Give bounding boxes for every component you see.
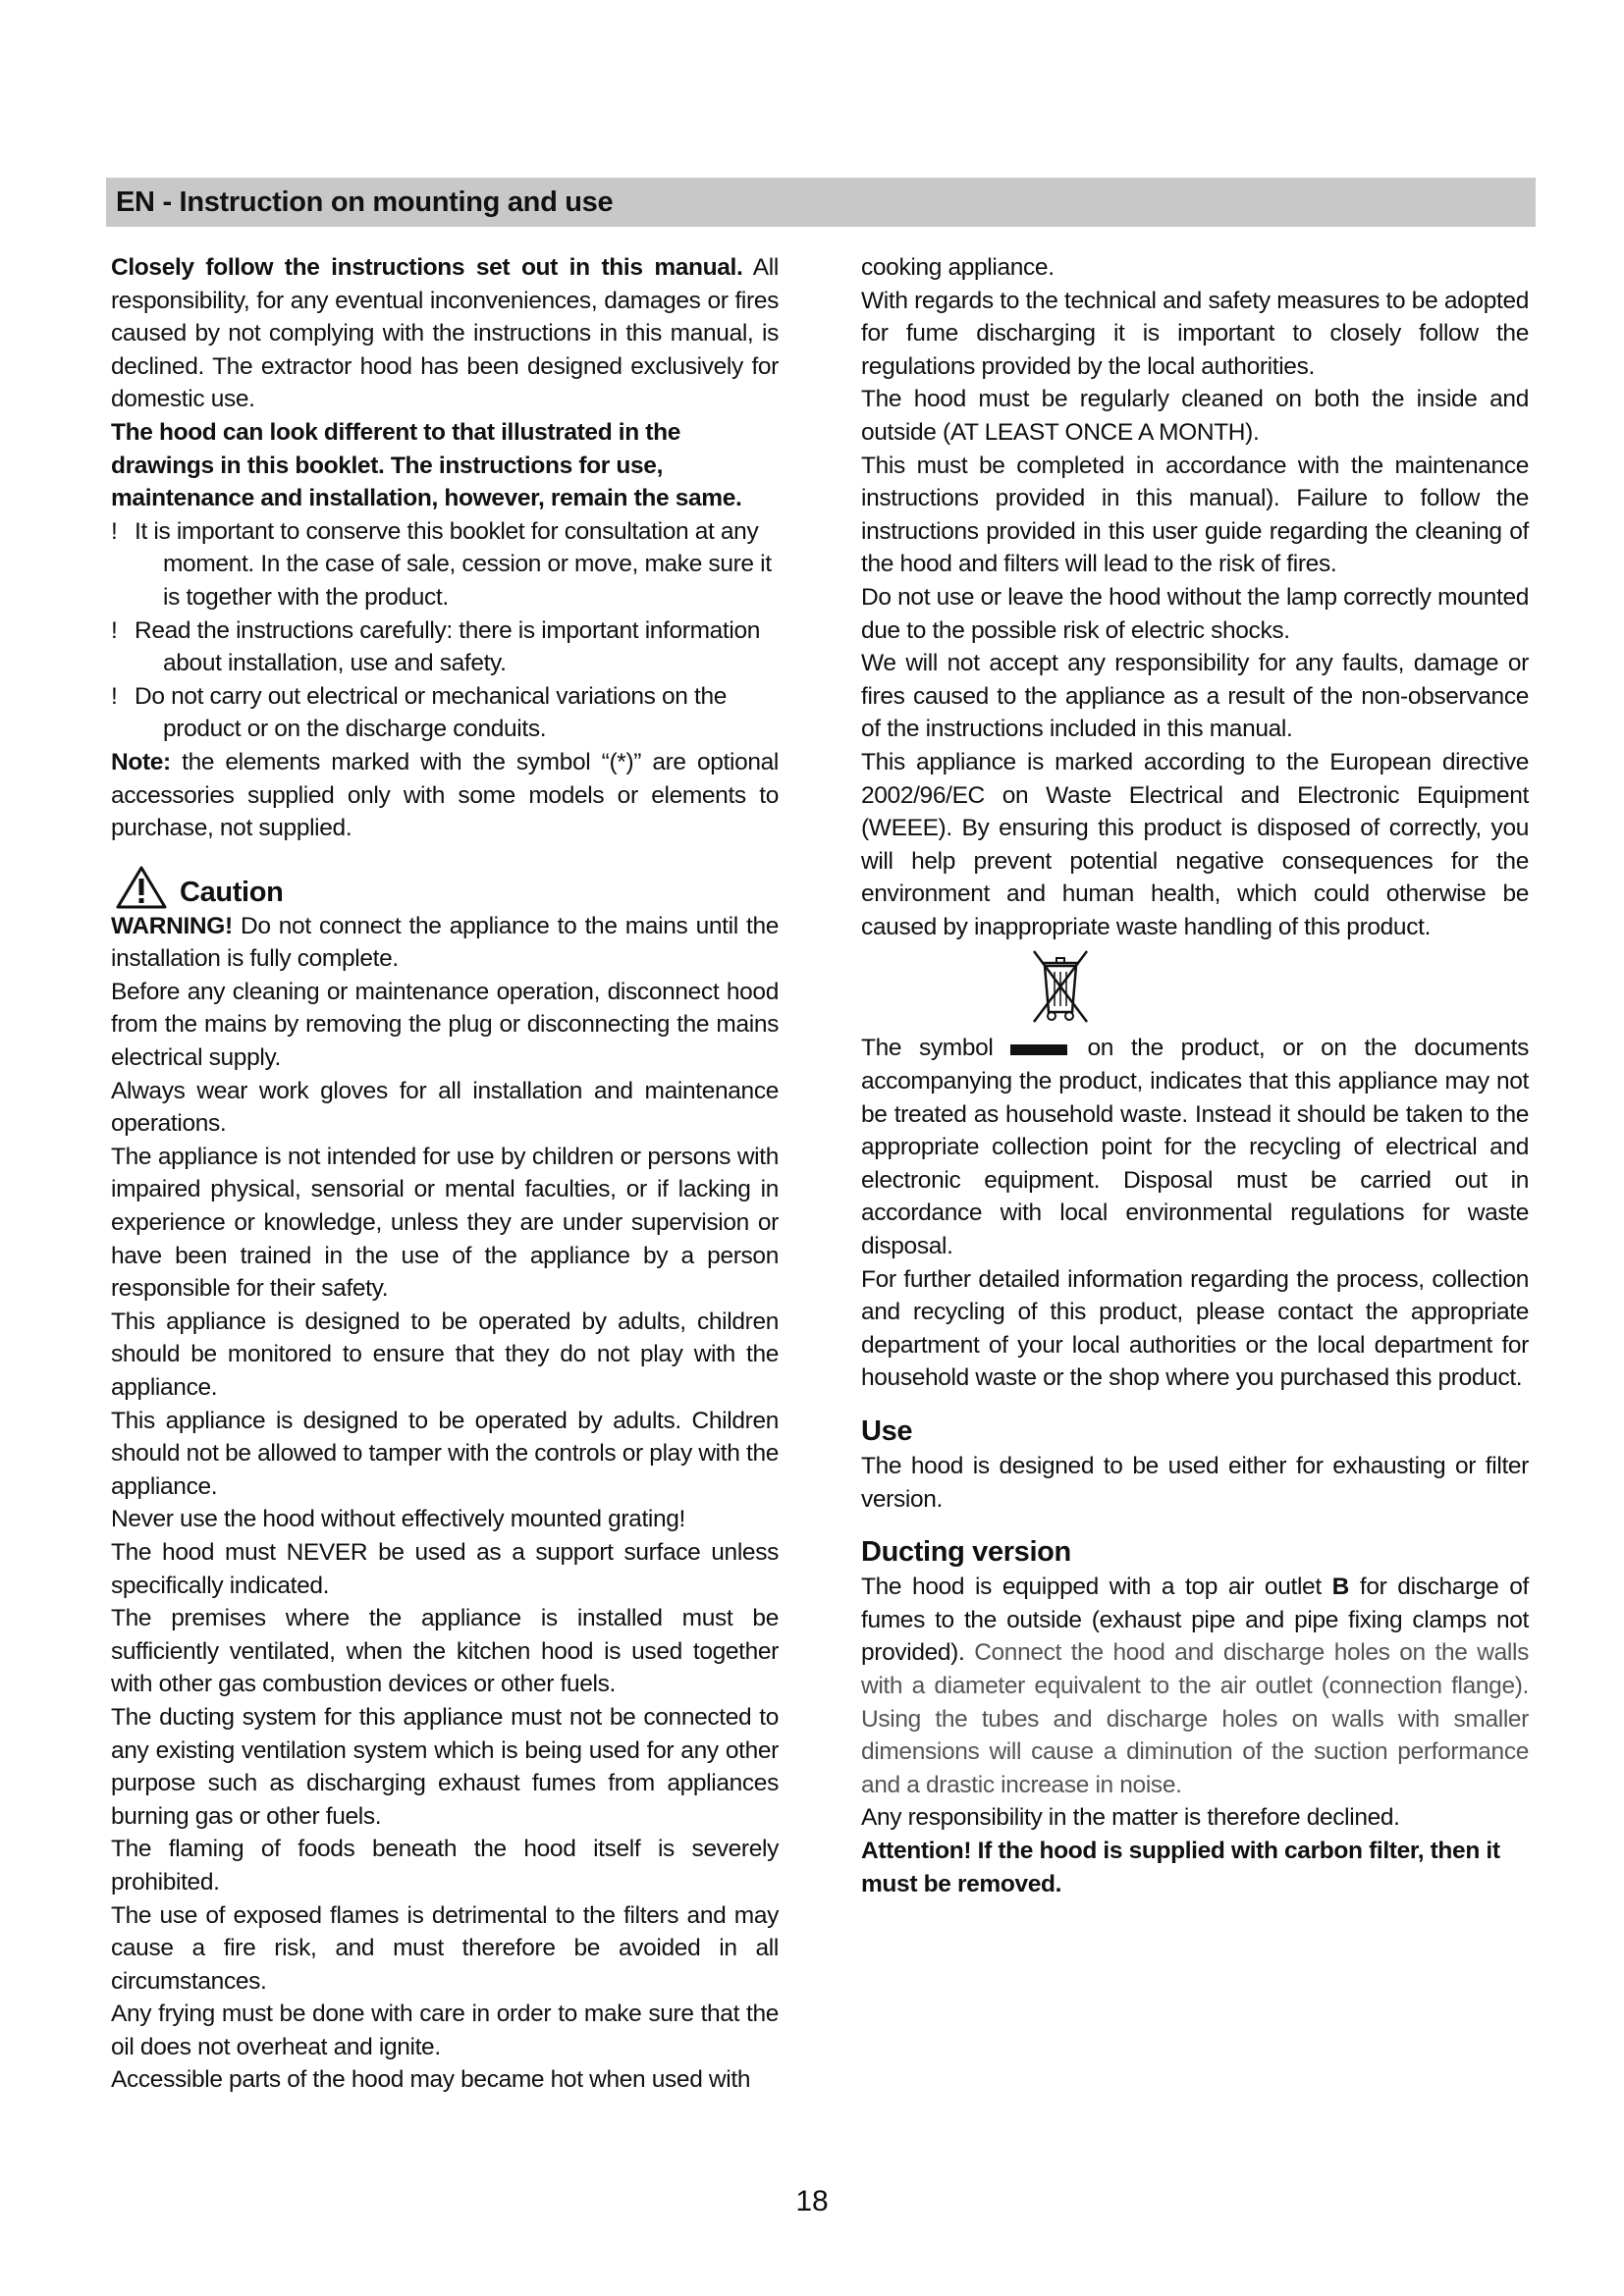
ducting-heading: Ducting version: [861, 1536, 1071, 1569]
outlet-label: B: [1331, 1574, 1349, 1601]
symbol-explanation: on the product, or on the documents accompanying the product, indicates that this appliance may not be treated as household waste. Instead it should be taken to the appropriate collection point for the recycling of electrical and electronic equipment. Disposal must be carried out in accordance with local environmental regulations for waste disposal.: [861, 1035, 1529, 1260]
ducting-grey-text: Connect the hood and discharge holes on the walls with a diameter equivalent to the air outlet (connection flange). Using the tubes and discharge holes on walls with smaller dimensions will cause a diminution of the suction performance and a drastic increase in noise.: [861, 1639, 1529, 1798]
body-paragraph: The hood must be regularly cleaned on both the inside and outside (AT LEAST ONCE A MONTH).: [861, 386, 1529, 446]
safety-paragraph: The premises where the appliance is installed must be sufficiently ventilated, when the kitchen hood is used together with other gas combustion devices or other fuels.: [111, 1605, 779, 1698]
caution-title: Caution: [180, 877, 284, 909]
section-header-bar: [106, 178, 1536, 227]
attention-notice: Attention! If the hood is supplied with carbon filter, then it must be removed.: [861, 1837, 1500, 1897]
warning-paragraph: [111, 910, 779, 976]
weee-paragraph: This appliance is marked according to the European directive 2002/96/EC on Waste Electrical and Electronic Equipment (WEEE). By ensuring this product is disposed of correctly, you will help prevent potential negative consequences for the environment and human health, which could otherwise be caused by inappropriate waste handling of this product.: [861, 748, 1529, 940]
body-paragraph: Do not use or leave the hood without the lamp correctly mounted due to the possible risk of electric shocks.: [861, 583, 1529, 644]
safety-paragraph: The appliance is not intended for use by children or persons with impaired physical, sensorial or mental faculties, or if lacking in experience or knowledge, unless they are under supervision or have been trained in the use of the appliance by a person responsible for their safety.: [111, 1143, 779, 1303]
weee-bar-icon: [1010, 1044, 1067, 1055]
safety-paragraph: Accessible parts of the hood may became hot when used with: [111, 2066, 751, 2094]
safety-paragraph: Before any cleaning or maintenance operation, disconnect hood from the mains by removing the plug or disconnecting the mains electrical supply.: [111, 978, 779, 1072]
bullet-item: ! Do not carry out electrical or mechanical variations on the product or on the discharge conduits.: [111, 680, 779, 746]
exclamation-mark: !: [111, 517, 118, 545]
bullet-item: ! Read the instructions carefully: there is important information about installation, use and safety.: [111, 614, 779, 680]
caution-heading: [111, 859, 779, 910]
further-info-paragraph: For further detailed information regarding the process, collection and recycling of this product, please contact the appropriate department of your local authorities or the local department for household waste or the shop where you purchased this product.: [861, 1265, 1529, 1392]
safety-paragraph: Any frying must be done with care in order to make sure that the oil does not overheat and ignite.: [111, 2001, 779, 2060]
ducting-paragraph: The hood is equipped with a top air outlet B for discharge of fumes to the outside (exhaust pipe and pipe fixing clamps not provided). Connect the hood and discharge holes on the walls with a diameter equivalent to the air outlet (connection flange). Using the tubes and discharge holes on walls with smaller dimensions will cause a diminution of the suction performance and a drastic increase in noise.: [861, 1574, 1529, 1798]
safety-paragraph: The ducting system for this appliance must not be connected to any existing ventilation system which is being used for any other purpose such as discharging exhaust fumes from appliances burning gas or other fuels.: [111, 1703, 779, 1830]
intro-text: All responsibility, for any eventual inconveniences, damages or fires caused by not complying with the instructions in this manual, is declined. The extractor hood has been designed exclusively for domestic use.: [111, 254, 779, 413]
safety-paragraph: The hood must NEVER be used as a support surface unless specifically indicated.: [111, 1538, 779, 1599]
warning-triangle-icon: [115, 865, 168, 910]
use-paragraph: The hood is designed to be used either for exhausting or filter version.: [861, 1453, 1529, 1513]
warning-label: WARNING!: [111, 912, 233, 939]
section-title: EN - Instruction on mounting and use: [116, 187, 614, 218]
safety-paragraph: The flaming of foods beneath the hood itself is severely prohibited.: [111, 1836, 779, 1896]
body-paragraph: This must be completed in accordance with the maintenance instructions provided in this manual). Failure to follow the instructions provided in this user guide regarding the cleaning of the hood and filters will lead to the risk of fires.: [861, 452, 1529, 578]
body-paragraph: cooking appliance.: [861, 254, 1055, 281]
safety-paragraph: Never use the hood without effectively mounted grating!: [111, 1506, 685, 1533]
safety-paragraph: This appliance is designed to be operated by adults, children should be monitored to ensure that they do not play with the appliance.: [111, 1308, 779, 1401]
page-number: 18: [795, 2185, 829, 2217]
right-column: [861, 251, 1529, 1900]
bullet-item: ! It is important to conserve this booklet for consultation at any moment. In the case of sale, cession or move, make sure it is together with the product.: [111, 515, 779, 614]
note-paragraph: [111, 746, 779, 845]
crossed-wheelie-bin-icon: [1028, 947, 1093, 1026]
use-heading: Use: [861, 1415, 913, 1447]
safety-paragraph: This appliance is designed to be operated by adults. Children should not be allowed to tamper with the controls or play with the appliance.: [111, 1407, 779, 1500]
note-label: Note:: [111, 748, 171, 775]
intro-paragraph: [111, 251, 779, 416]
safety-paragraph: Always wear work gloves for all installation and maintenance operations.: [111, 1077, 779, 1138]
exclamation-mark: !: [111, 682, 118, 710]
body-paragraph: We will not accept any responsibility for any faults, damage or fires caused to the appliance as a result of the non-observance of the instructions included in this manual.: [861, 650, 1529, 743]
symbol-paragraph: [861, 1032, 1529, 1262]
note-text: the elements marked with the symbol “(*)” are optional accessories supplied only with some models or elements to purchase, not supplied.: [111, 748, 779, 842]
symbol-intro: The symbol: [861, 1035, 994, 1062]
safety-paragraph: The use of exposed flames is detrimental to the filters and may cause a fire risk, and must therefore be avoided in all circumstances.: [111, 1901, 779, 1995]
intro-bold: Closely follow the instructions set out in this manual.: [111, 254, 743, 281]
weee-symbol-block: [861, 943, 1529, 1032]
warning-text: Do not connect the appliance to the mains until the installation is fully complete.: [111, 912, 779, 973]
exclamation-mark: !: [111, 616, 118, 644]
body-paragraph: With regards to the technical and safety measures to be adopted for fume discharging it is important to closely follow the regulations provided by the local authorities.: [861, 287, 1529, 380]
appearance-notice: The hood can look different to that illustrated in the drawings in this booklet. The instructions for use, maintenance and installation, however, remain the same.: [111, 418, 742, 512]
left-column: [111, 251, 779, 2097]
responsibility-paragraph: Any responsibility in the matter is therefore declined.: [861, 1804, 1400, 1832]
